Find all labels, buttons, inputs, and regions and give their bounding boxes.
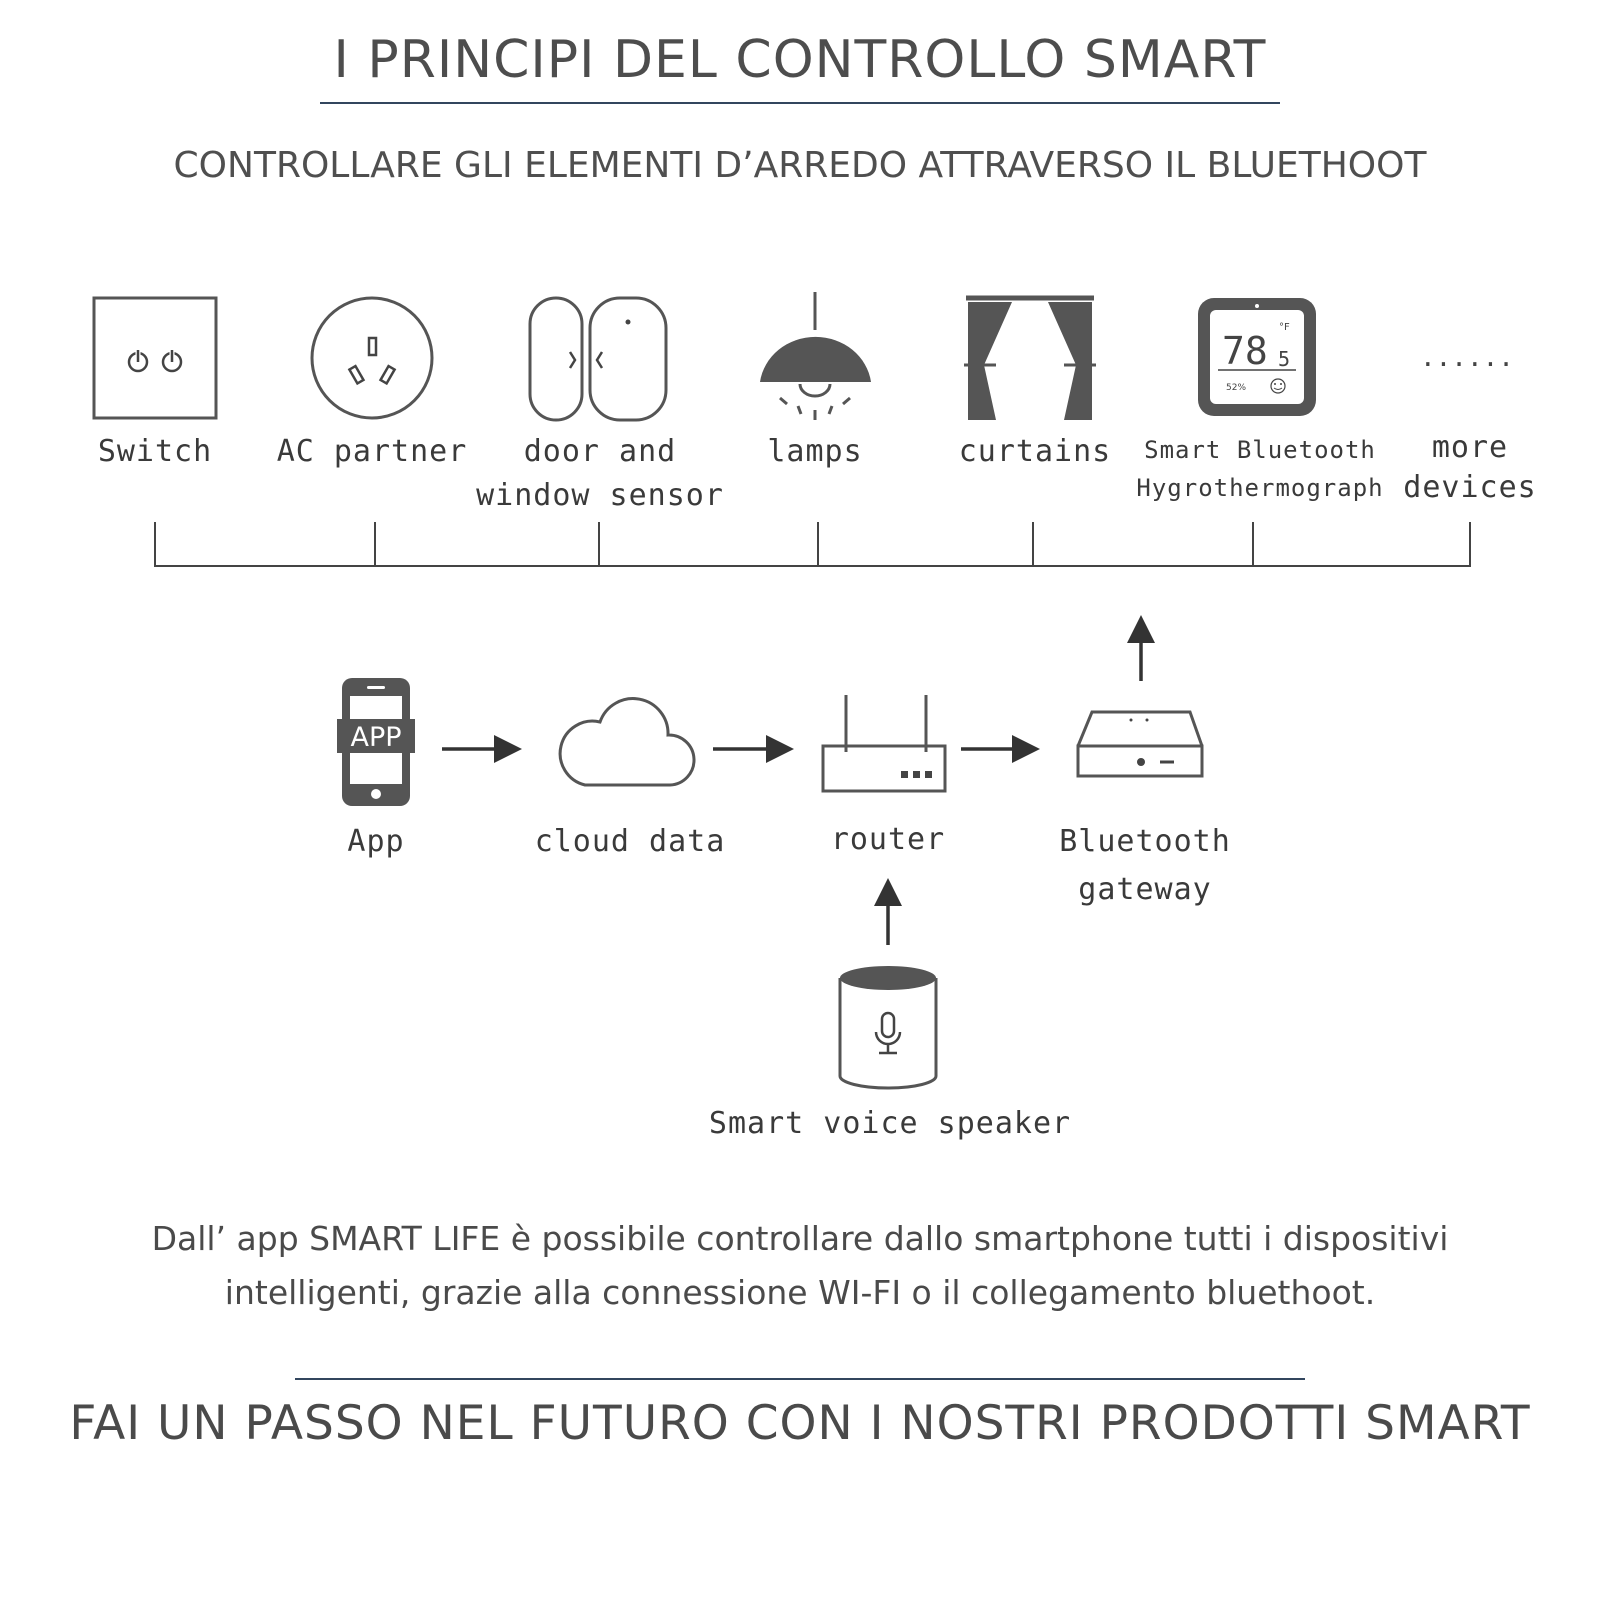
description-line-1: Dall’ app SMART LIFE è possibile controllare dallo smartphone tutti i dispositivi xyxy=(151,1219,1449,1258)
footer-tagline: FAI UN PASSO NEL FUTURO CON I NOSTRI PRODOTTI SMART xyxy=(69,1396,1531,1451)
speaker-label: Smart voice speaker xyxy=(708,1106,1072,1141)
gateway-label-line2: gateway xyxy=(1078,872,1212,907)
door-window-sensor-icon xyxy=(530,298,666,420)
cloud-label: cloud data xyxy=(534,824,726,859)
curtains-icon xyxy=(964,298,1096,420)
switch-icon xyxy=(94,298,216,418)
speaker-icon xyxy=(840,966,936,1088)
hygro-label-line2: Hygrothermograph xyxy=(1136,474,1384,502)
gateway-label-line1: Bluetooth xyxy=(1059,824,1231,859)
page-subtitle: CONTROLLARE GLI ELEMENTI D’ARREDO ATTRAVERSO IL BLUETHOOT xyxy=(173,145,1427,186)
page-title: I PRINCIPI DEL CONTROLLO SMART xyxy=(333,30,1267,90)
hygro-temp: 78 xyxy=(1222,329,1268,373)
description-line-2: intelligenti, grazie alla connessione WI-FI o il collegamento bluethoot. xyxy=(224,1273,1376,1312)
hygro-unit: °F xyxy=(1279,322,1290,333)
hygro-temp-decimal: 5 xyxy=(1278,347,1291,371)
cloud-icon xyxy=(560,699,694,785)
device-bus-bracket xyxy=(155,522,1470,567)
gateway-icon xyxy=(1078,712,1202,776)
more-devices-label-line2: devices xyxy=(1403,470,1537,505)
more-devices-label-line1: more xyxy=(1431,430,1509,465)
app-label: App xyxy=(347,824,405,859)
footer-divider xyxy=(295,1378,1305,1380)
smartphone-icon xyxy=(337,678,415,806)
router-label: router xyxy=(830,822,946,857)
hygro-humidity: 52% xyxy=(1226,383,1247,393)
lamps-label: lamps xyxy=(767,434,863,469)
flow-arrows xyxy=(442,622,1141,945)
curtains-label: curtains xyxy=(958,434,1112,469)
app-screen-text: APP xyxy=(350,722,402,753)
hygrothermograph-icon xyxy=(1198,298,1316,416)
description-paragraph xyxy=(60,1212,1540,1320)
hygro-label-line1: Smart Bluetooth xyxy=(1144,436,1376,464)
switch-label: Switch xyxy=(97,434,213,469)
ac-partner-label: AC partner xyxy=(276,434,468,469)
lamp-icon xyxy=(760,292,871,420)
more-dots-icon: ...... xyxy=(1420,343,1514,373)
router-icon xyxy=(823,695,945,791)
door-window-label-line1: door and xyxy=(523,434,677,469)
door-window-label-line2: window sensor xyxy=(476,478,724,513)
ac-partner-icon xyxy=(312,298,432,418)
